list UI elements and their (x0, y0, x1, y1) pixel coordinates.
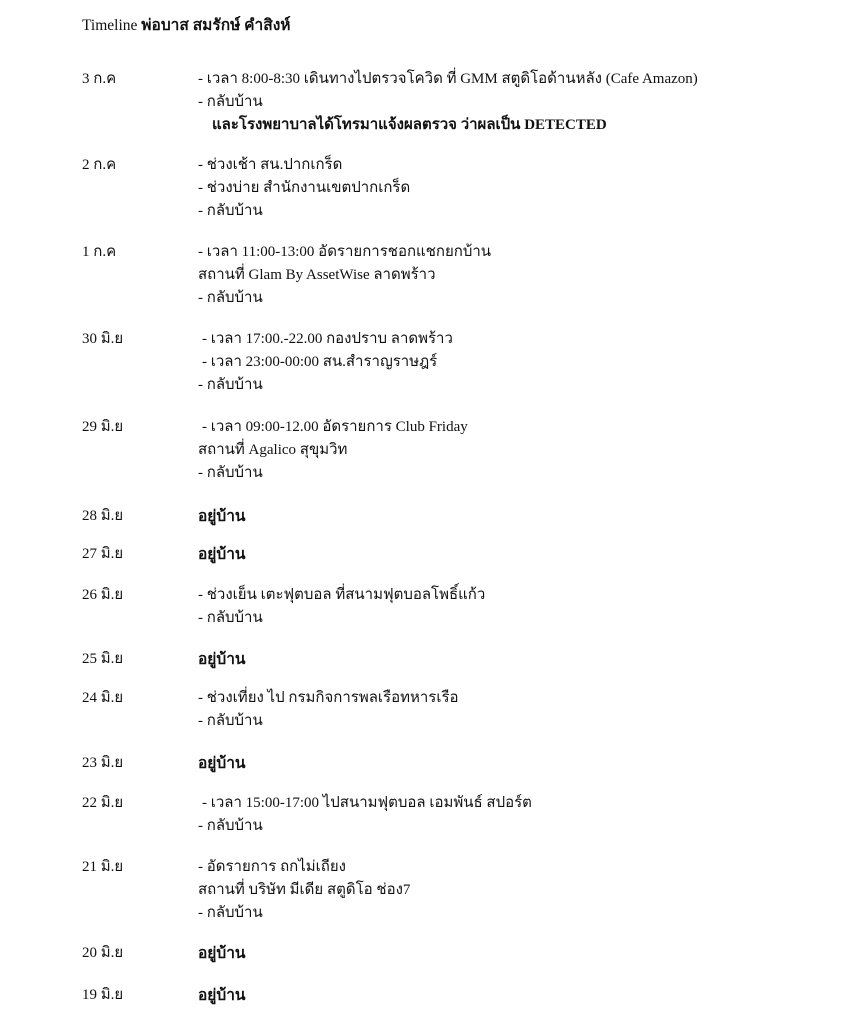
activity-line: - ช่วงเที่ยง ไป กรมกิจการพลเรือทหารเรือ (198, 690, 459, 706)
entry-activities (198, 584, 838, 630)
activity-line: - เวลา 23:00-00:00 สน.สำราญราษฎร์ (202, 354, 438, 370)
entry-activities (198, 942, 838, 965)
activity-line: สถานที่ Agalico สุขุมวิท (198, 442, 348, 458)
activity-line: - ช่วงเช้า สน.ปากเกร็ด (198, 157, 343, 173)
activity-line: - ช่วงบ่าย สำนักงานเขตปากเกร็ด (198, 180, 411, 196)
stay-home-text: อยู่บ้าน (198, 508, 246, 525)
activity-line: - กลับบ้าน (198, 465, 263, 481)
title-person-name: พ่อบาส สมรักษ์ คำสิงห์ (141, 17, 291, 34)
entry-activities (198, 752, 838, 775)
activity-line: - เวลา 11:00-13:00 อัดรายการชอกแชกยกบ้าน (198, 244, 492, 260)
activity-line: - เวลา 15:00-17:00 ไปสนามฟุตบอล เอมพันธ์ สปอร์ต (202, 795, 532, 811)
activity-line: - กลับบ้าน (198, 713, 263, 729)
entry-activities (198, 505, 838, 528)
entry-date: 29 มิ.ย (82, 419, 124, 435)
activity-line: - เวลา 8:00-8:30 เดินทางไปตรวจโควิด ที่ GMM สตูดิโอด้านหลัง (Cafe Amazon) (198, 71, 698, 87)
entry-date: 2 ก.ค (82, 157, 117, 173)
entry-date: 30 มิ.ย (82, 331, 124, 347)
entry-date: 25 มิ.ย (82, 651, 124, 667)
activity-line: สถานที่ Glam By AssetWise ลาดพร้าว (198, 267, 436, 283)
activity-line: - เวลา 09:00-12.00 อัดรายการ Club Friday (202, 419, 468, 435)
document-title (82, 12, 291, 37)
activity-line: - กลับบ้าน (198, 203, 263, 219)
activity-line: - กลับบ้าน (198, 377, 263, 393)
activity-line: - ช่วงเย็น เตะฟุตบอล ที่สนามฟุตบอลโพธิ์แก้ว (198, 587, 486, 603)
stay-home-text: อยู่บ้าน (198, 755, 246, 772)
entry-date: 28 มิ.ย (82, 508, 124, 524)
activity-line: สถานที่ บริษัท มีเดีย สตูดิโอ ช่อง7 (198, 882, 411, 898)
stay-home-text: อยู่บ้าน (198, 987, 246, 1004)
entry-activities (198, 416, 838, 485)
entry-date: 22 มิ.ย (82, 795, 124, 811)
entry-date: 27 มิ.ย (82, 546, 124, 562)
entry-activities (198, 154, 838, 223)
activity-line: - อัดรายการ ถกไม่เถียง (198, 859, 346, 875)
entry-date: 20 มิ.ย (82, 945, 124, 961)
entry-date: 3 ก.ค (82, 71, 117, 87)
activity-line: - กลับบ้าน (198, 290, 263, 306)
activity-line: - กลับบ้าน (198, 610, 263, 626)
entry-activities (198, 687, 838, 733)
entry-date: 19 มิ.ย (82, 987, 124, 1003)
activity-line: - กลับบ้าน (198, 905, 263, 921)
stay-home-text: อยู่บ้าน (198, 945, 246, 962)
entry-activities (198, 984, 838, 1007)
entry-date: 1 ก.ค (82, 244, 117, 260)
entry-activities (198, 68, 838, 137)
entry-activities (198, 241, 838, 310)
entry-date: 24 มิ.ย (82, 690, 124, 706)
entry-activities (198, 543, 838, 566)
stay-home-text: อยู่บ้าน (198, 546, 246, 563)
entry-activities (198, 792, 838, 838)
entry-activities (198, 856, 838, 925)
entry-date: 26 มิ.ย (82, 587, 124, 603)
entry-date: 21 มิ.ย (82, 859, 124, 875)
title-prefix: Timeline (82, 17, 138, 34)
stay-home-text: อยู่บ้าน (198, 651, 246, 668)
entry-activities (198, 328, 838, 397)
entry-activities (198, 648, 838, 671)
activity-line: - กลับบ้าน (198, 818, 263, 834)
test-result-note: และโรงพยาบาลได้โทรมาแจ้งผลตรวจ ว่าผลเป็น DETECTED (212, 117, 607, 133)
entry-date: 23 มิ.ย (82, 755, 124, 771)
activity-line: - กลับบ้าน (198, 94, 263, 110)
activity-line: - เวลา 17:00.-22.00 กองปราบ ลาดพร้าว (202, 331, 453, 347)
